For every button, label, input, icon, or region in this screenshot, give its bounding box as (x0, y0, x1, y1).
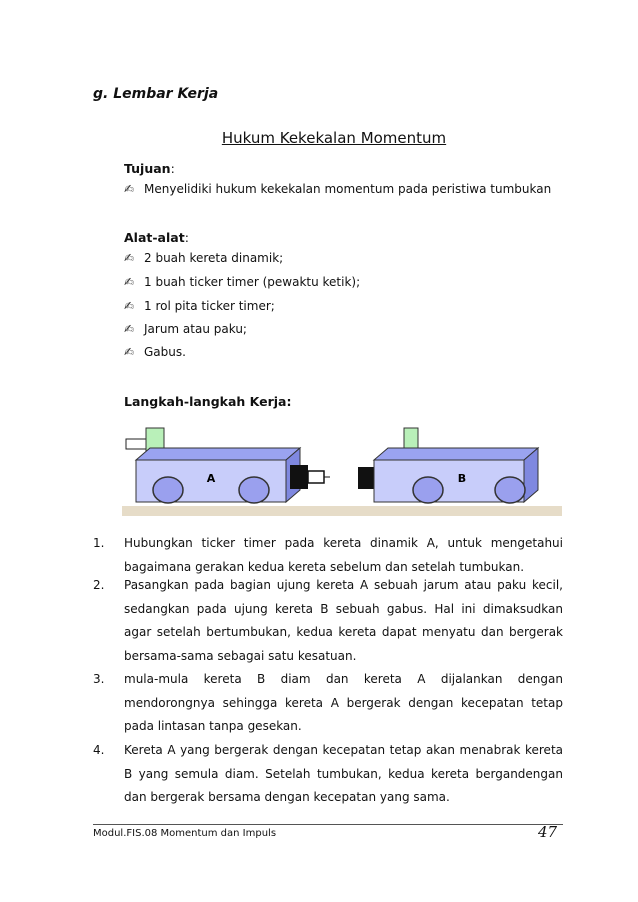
needle-icon (308, 471, 324, 483)
cork-icon (358, 467, 376, 489)
track (122, 506, 562, 516)
wheel-icon (153, 477, 183, 503)
document-title: Hukum Kekekalan Momentum (221, 129, 447, 147)
needle-holder (290, 465, 308, 489)
footer-divider (93, 824, 563, 825)
cart-b (358, 428, 538, 503)
cart-a (126, 428, 330, 503)
pen-bullet-icon: ✍ (124, 251, 135, 265)
alat-item: ✍ 2 buah kereta dinamik; (124, 251, 284, 265)
footer-module: Modul.FIS.08 Momentum dan Impuls (93, 828, 277, 839)
pen-bullet-icon: ✍ (124, 299, 135, 313)
step-item: 2. Pasangkan pada bagian ujung kereta A sebuah jarum atau paku kecil, sedangkan pada ujung kereta B sebuah gabus. Hal ini dimaksudkan agar setelah bertumbukan, kedua kereta dapat menyatu dan bergerak bersama-sama sebagai satu kesatuan. (93, 578, 563, 663)
wheel-icon (495, 477, 525, 503)
carts-figure (110, 418, 570, 520)
ticker-tape-slot (126, 439, 146, 449)
pen-bullet-icon: ✍ (124, 182, 135, 196)
step-item: 4. Kereta A yang bergerak dengan kecepatan tetap akan menabrak kereta B yang semula diam. Setelah tumbukan, kedua kereta bergandengan dan bergerak bersama dengan kecepatan yang sama. (93, 743, 563, 804)
cart-a-label: A (206, 472, 216, 485)
page-number: 47 (538, 823, 558, 841)
pen-bullet-icon: ✍ (124, 275, 135, 289)
step-item: 3. mula-mula kereta B diam dan kereta A dijalankan dengan mendorongnya sehingga kereta A bergerak dengan kecepatan tetap pada lintasan tanpa gesekan. (93, 672, 563, 733)
step-item: 1. Hubungkan ticker timer pada kereta dinamik A, untuk mengetahui bagaimana gerakan kedua kereta sebelum dan setelah tumbukan. (93, 536, 563, 574)
pen-bullet-icon: ✍ (124, 345, 135, 359)
pen-bullet-icon: ✍ (124, 322, 135, 336)
tujuan-label: Tujuan: (124, 161, 175, 176)
wheel-icon (239, 477, 269, 503)
alat-item: ✍ 1 rol pita ticker timer; (124, 299, 275, 313)
cart-b-label: B (457, 472, 467, 485)
alat-item: ✍ 1 buah ticker timer (pewaktu ketik); (124, 275, 361, 289)
wheel-icon (413, 477, 443, 503)
alat-item: ✍ Jarum atau paku; (124, 322, 247, 336)
alat-item: ✍ Gabus. (124, 345, 186, 359)
langkah-label: Langkah-langkah Kerja: (124, 394, 292, 409)
section-heading: g. Lembar Kerja (93, 86, 219, 102)
alat-label: Alat-alat: (124, 230, 189, 245)
tujuan-item: ✍ Menyelidiki hukum kekekalan momentum pada peristiwa tumbukan (124, 182, 552, 196)
